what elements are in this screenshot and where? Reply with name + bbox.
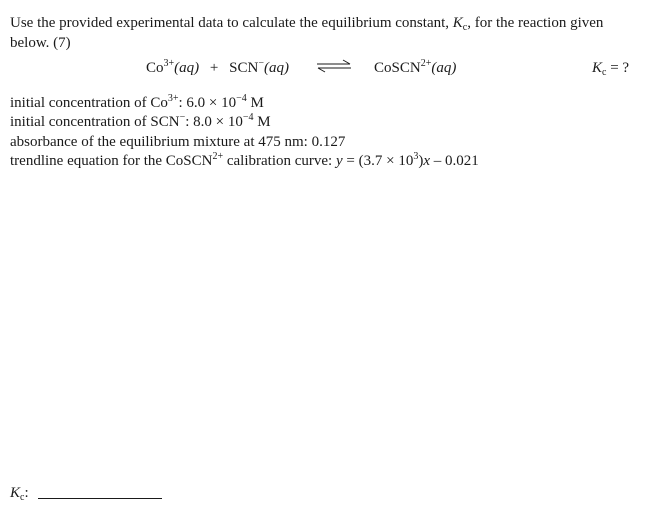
equilibrium-arrows-icon — [316, 59, 352, 73]
data-trendline-equation: trendline equation for the CoSCN$^{2+}$ calibration curve: $y = (3.7 \times 10^3)x - 0.021$ — [10, 151, 479, 169]
answer-blank-line[interactable] — [38, 498, 162, 499]
answer-label: $K_c$: — [10, 485, 29, 503]
reaction-kc-query: $K_c$ = ? — [592, 60, 630, 78]
kc-symbol: K — [452, 15, 463, 31]
reaction-reactants: $Co^{3+}(aq) + SCN^-(aq)$ — [146, 58, 289, 76]
data-scn-concentration: initial concentration of SCN−: $8.0 \times 10^{-4}$ M — [10, 112, 271, 130]
reaction-product: CoSCN$^{2+}$(aq) — [374, 58, 457, 76]
data-absorbance: absorbance of the equilibrium mixture at 475 nm: 0.127 — [10, 134, 346, 150]
question-text-line-2: below. (7) — [10, 35, 71, 51]
data-co-concentration: initial concentration of $Co^{3+}$: $6.0 \times 10^{-4}$ M — [10, 93, 264, 111]
question-text-line-1: Use the provided experimental data to calculate the equilibrium constant, $K_c$, for the reaction given — [10, 15, 604, 33]
